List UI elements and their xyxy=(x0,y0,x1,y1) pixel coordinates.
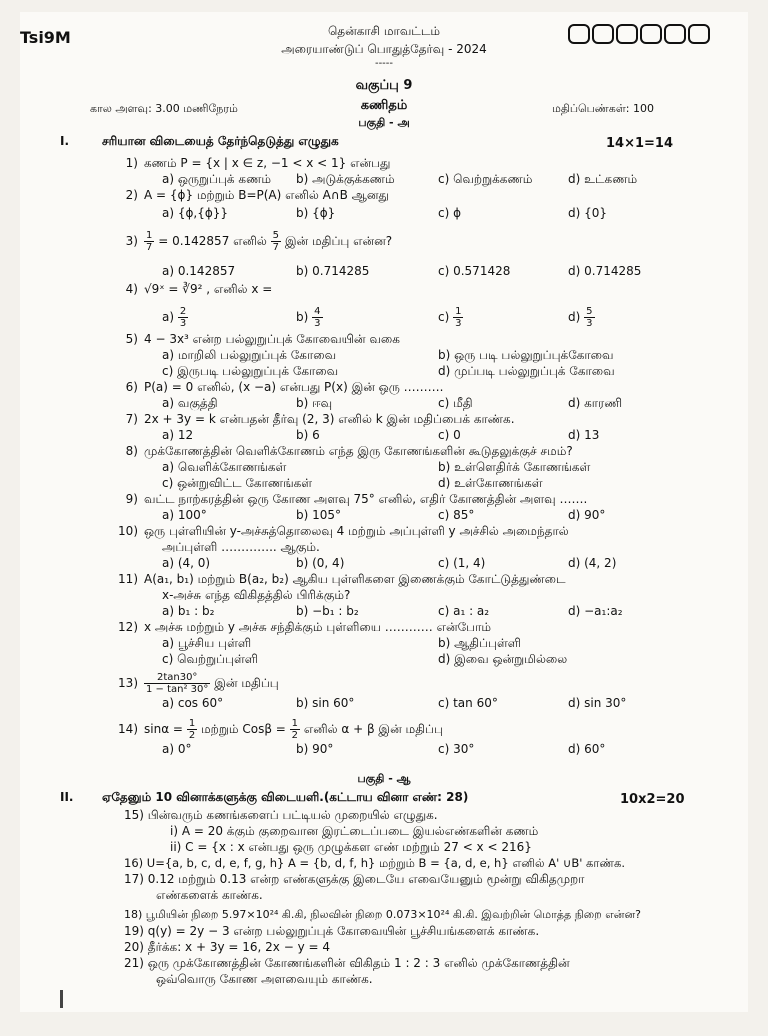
section-2-num: II. xyxy=(60,790,74,804)
part-b-title: பகுதி - ஆ xyxy=(357,772,411,785)
question-10-cont: அப்புள்ளி ………….. ஆகும். xyxy=(162,540,320,554)
question-10: 10) ஒரு புள்ளியின் y-அச்சுத்தொலைவு 4 மற்றும் அப்புள்ளி y அச்சில் அமைந்தால் xyxy=(118,524,569,538)
q3-option-a: a) 0.142857 xyxy=(162,264,236,278)
q4-option-c: c) $\frac{1}{3}$ xyxy=(438,306,462,329)
q5-option-c: c) இருபடி பல்லுறுப்புக் கோவை xyxy=(162,364,339,378)
part-a-title: பகுதி - அ xyxy=(358,116,410,129)
q14-option-d: d) 60° xyxy=(568,742,606,756)
subject-title: கணிதம் xyxy=(360,98,408,113)
q4-option-a: a) $\frac{2}{3}$ xyxy=(162,306,187,329)
fraction: $\frac{1}{2}$ xyxy=(188,718,196,741)
question-19: 19) q(y) = 2y − 3 என்ற பல்லுறுப்புக் கோவையின் பூச்சியங்களைக் காண்க. xyxy=(124,924,540,938)
header-dots: ----- xyxy=(374,58,394,69)
fraction: $\frac{1}{7}$ xyxy=(146,230,153,253)
q1-option-d: d) உட்கணம் xyxy=(568,172,638,186)
question-11: 11) A(a₁, b₁) மற்றும் B(a₂, b₂) ஆகிய புள்ளிகளை இணைக்கும் கோட்டுத்துண்டை xyxy=(118,572,566,586)
section-2-score: 10x2=20 xyxy=(620,792,685,807)
class-title: வகுப்பு 9 xyxy=(355,78,413,93)
question-15: 15) பின்வரும் கணங்களைப் பட்டியல் முறையில் எழுதுக. xyxy=(124,808,438,822)
q12-option-a: a) பூச்சிய புள்ளி xyxy=(162,636,252,650)
q13-option-c: c) tan 60° xyxy=(438,696,498,710)
q1-option-c: c) வெற்றுக்கணம் xyxy=(438,172,533,186)
question-17: 17) 0.12 மற்றும் 0.13 என்ற எண்களுக்கு இடையே எவையேனும் மூன்று விகிதமுறா xyxy=(124,872,585,886)
q2-option-a: a) {ϕ,{ϕ}} xyxy=(162,206,229,220)
q14-option-a: a) 0° xyxy=(162,742,192,756)
q14-option-c: c) 30° xyxy=(438,742,475,756)
q11-option-c: c) a₁ : a₂ xyxy=(438,604,490,618)
question-17-cont: எண்களைக் காண்க. xyxy=(156,888,263,902)
q6-option-a: a) வகுத்தி xyxy=(162,396,218,410)
question-21-cont: ஒவ்வொரு கோண அளவையும் காண்க. xyxy=(156,972,373,986)
section-1-num: I. xyxy=(60,134,70,148)
district-title: தென்காசி மாவட்டம் xyxy=(327,24,441,38)
question-5: 5) 4 − 3x³ என்ற பல்லுறுப்புக் கோவையின் வகை xyxy=(125,332,400,346)
q12-option-c: c) வெற்றுப்புள்ளி xyxy=(162,652,259,666)
q3-option-d: d) 0.714285 xyxy=(568,264,642,278)
q7-option-b: b) 6 xyxy=(296,428,320,442)
question-21: 21) ஒரு முக்கோணத்தின் கோணங்களின் விகிதம் 1 : 2 : 3 எனில் முக்கோணத்தின் xyxy=(124,956,570,970)
q4-option-d: d) $\frac{5}{3}$ xyxy=(568,306,593,329)
q1-option-b: b) அடுக்குக்கணம் xyxy=(296,172,395,186)
question-18: 18) பூமியின் நிறை 5.97×10²⁴ கி.கி, நிலவின் நிறை 0.073×10²⁴ கி.கி. இவற்றின் மொத்த நிறை என்ன? xyxy=(124,908,641,921)
question-15-ii: ii) C = {x : x என்பது ஒரு முழுக்கள எண் மற்றும் 27 < x < 216} xyxy=(170,840,532,854)
fraction: $\frac{2\tan 30^\circ}{\text{1 − tan² 30°}}$ xyxy=(146,672,209,695)
q5-option-b: b) ஒரு படி பல்லுறுப்புக்கோவை xyxy=(438,348,614,362)
q2-option-b: b) {ϕ} xyxy=(296,206,336,220)
q11-option-d: d) −a₁:a₂ xyxy=(568,604,623,618)
q9-option-a: a) 100° xyxy=(162,508,207,522)
page-edge-mark xyxy=(60,990,63,1008)
question-13: 13) $\frac{2\tan 30^\circ}{\text{1 − tan² 30°}}$ இன் மதிப்பு xyxy=(118,672,279,695)
exam-title: அரையாண்டுப் பொதுத்தேர்வு - 2024 xyxy=(281,42,487,56)
question-4: 4) √9ˣ = ∛9² , எனில் x = xyxy=(125,282,273,296)
question-2: 2) A = {ϕ} மற்றும் B=P(A) எனில் A∩B ஆனது xyxy=(125,188,389,202)
q3-option-b: b) 0.714285 xyxy=(296,264,370,278)
question-7: 7) 2x + 3y = k என்பதன் தீர்வு (2, 3) எனில் k இன் மதிப்பைக் காண்க. xyxy=(125,412,515,426)
q5-option-d: d) முப்படி பல்லுறுப்புக் கோவை xyxy=(438,364,615,378)
q11-option-a: a) b₁ : b₂ xyxy=(162,604,215,618)
q9-option-b: b) 105° xyxy=(296,508,342,522)
section-1-score: 14×1=14 xyxy=(606,136,674,151)
q8-option-a: a) வெளிக்கோணங்கள் xyxy=(162,460,287,474)
q2-option-d: d) {0} xyxy=(568,206,608,220)
exam-paper xyxy=(20,12,748,1012)
q6-option-b: b) ஈவு xyxy=(296,396,333,410)
q12-option-b: b) ஆதிப்புள்ளி xyxy=(438,636,522,650)
section-2-title xyxy=(60,790,468,806)
question-11-cont: x-அச்சு எந்த விகிதத்தில் பிரிக்கும்? xyxy=(162,588,351,602)
q13-option-b: b) sin 60° xyxy=(296,696,355,710)
q3-option-c: c) 0.571428 xyxy=(438,264,511,278)
question-9: 9) வட்ட நாற்கரத்தின் ஒரு கோண அளவு 75° எனில், எதிர் கோணத்தின் அளவு ……. xyxy=(125,492,588,506)
q8-option-c: c) ஒன்றுவிட்ட கோணங்கள் xyxy=(162,476,313,490)
q1-option-a: a) ஒருறுப்புக் கணம் xyxy=(162,172,272,186)
q14-option-b: b) 90° xyxy=(296,742,334,756)
q13-option-a: a) cos 60° xyxy=(162,696,224,710)
section-1-title xyxy=(60,134,339,150)
question-6: 6) P(a) = 0 எனில், (x −a) என்பது P(x) இன் ஒரு ………. xyxy=(125,380,444,394)
fraction: $\frac{5}{3}$ xyxy=(586,306,593,329)
q10-option-a: a) (4, 0) xyxy=(162,556,211,570)
question-8: 8) முக்கோணத்தின் வெளிக்கோணம் எந்த இரு கோணங்களின் கூடுதலுக்குச் சமம்? xyxy=(125,444,573,458)
q6-option-d: d) காரணி xyxy=(568,396,623,410)
fraction: $\frac{1}{2}$ xyxy=(291,718,299,741)
question-16: 16) U={a, b, c, d, e, f, g, h} A = {b, d, f, h} மற்றும் B = {a, d, e, h} எனில் A' ∪B' காண்க. xyxy=(124,856,626,870)
q10-option-b: b) (0, 4) xyxy=(296,556,345,570)
time-duration: கால அளவு: 3.00 மணிநேரம் xyxy=(90,102,238,115)
fraction: $\frac{5}{7}$ xyxy=(272,230,280,253)
paper-code: Tsi9M xyxy=(20,28,71,47)
question-20: 20) தீர்க்க: x + 3y = 16, 2x − y = 4 xyxy=(124,940,331,954)
q10-option-c: c) (1, 4) xyxy=(438,556,486,570)
question-15-i: i) A = 20 க்கும் குறைவான இரட்டைப்படை இயல்எண்களின் கணம் xyxy=(170,824,539,838)
q4-option-b: b) $\frac{4}{3}$ xyxy=(296,306,321,329)
question-14: 14) sinα = $\frac{1}{2}$ மற்றும் Cosβ = $\frac{1}{2}$ எனில் α + β இன் மதிப்பு xyxy=(118,718,443,741)
q8-option-b: b) உள்ளெதிர்க் கோணங்கள் xyxy=(438,460,591,474)
q9-option-c: c) 85° xyxy=(438,508,475,522)
q7-option-a: a) 12 xyxy=(162,428,194,442)
q12-option-d: d) இவை ஒன்றுமில்லை xyxy=(438,652,568,666)
q11-option-b: b) −b₁ : b₂ xyxy=(296,604,359,618)
q13-option-d: d) sin 30° xyxy=(568,696,627,710)
q10-option-d: d) (4, 2) xyxy=(568,556,617,570)
q7-option-c: c) 0 xyxy=(438,428,461,442)
q6-option-c: c) மீதி xyxy=(438,396,473,410)
q7-option-d: d) 13 xyxy=(568,428,600,442)
fraction: $\frac{1}{3}$ xyxy=(455,306,462,329)
q8-option-d: d) உள்கோணங்கள் xyxy=(438,476,543,490)
total-marks: மதிப்பெண்கள்: 100 xyxy=(552,102,654,115)
fraction: $\frac{2}{3}$ xyxy=(179,306,187,329)
question-1: 1) கணம் P = {x | x ∈ z, −1 < x < 1} என்பது xyxy=(125,156,391,170)
q5-option-a: a) மாறிலி பல்லுறுப்புக் கோவை xyxy=(162,348,337,362)
q2-option-c: c) ϕ xyxy=(438,206,462,220)
question-12: 12) x அச்சு மற்றும் y அச்சு சந்திக்கும் புள்ளியை ………… என்போம் xyxy=(118,620,491,634)
section-2-instruction: ஏதேனும் 10 வினாக்களுக்கு விடையளி.(கட்டாய வினா எண்: 28) xyxy=(102,790,469,804)
q9-option-d: d) 90° xyxy=(568,508,606,522)
fraction: $\frac{4}{3}$ xyxy=(314,306,321,329)
section-1-instruction: சரியான விடையைத் தேர்ந்தெடுத்து எழுதுக xyxy=(102,134,339,148)
question-3: 3) $\frac{1}{7}$ = 0.142857 எனில் $\frac{5}{7}$ இன் மதிப்பு என்ன? xyxy=(125,230,393,253)
